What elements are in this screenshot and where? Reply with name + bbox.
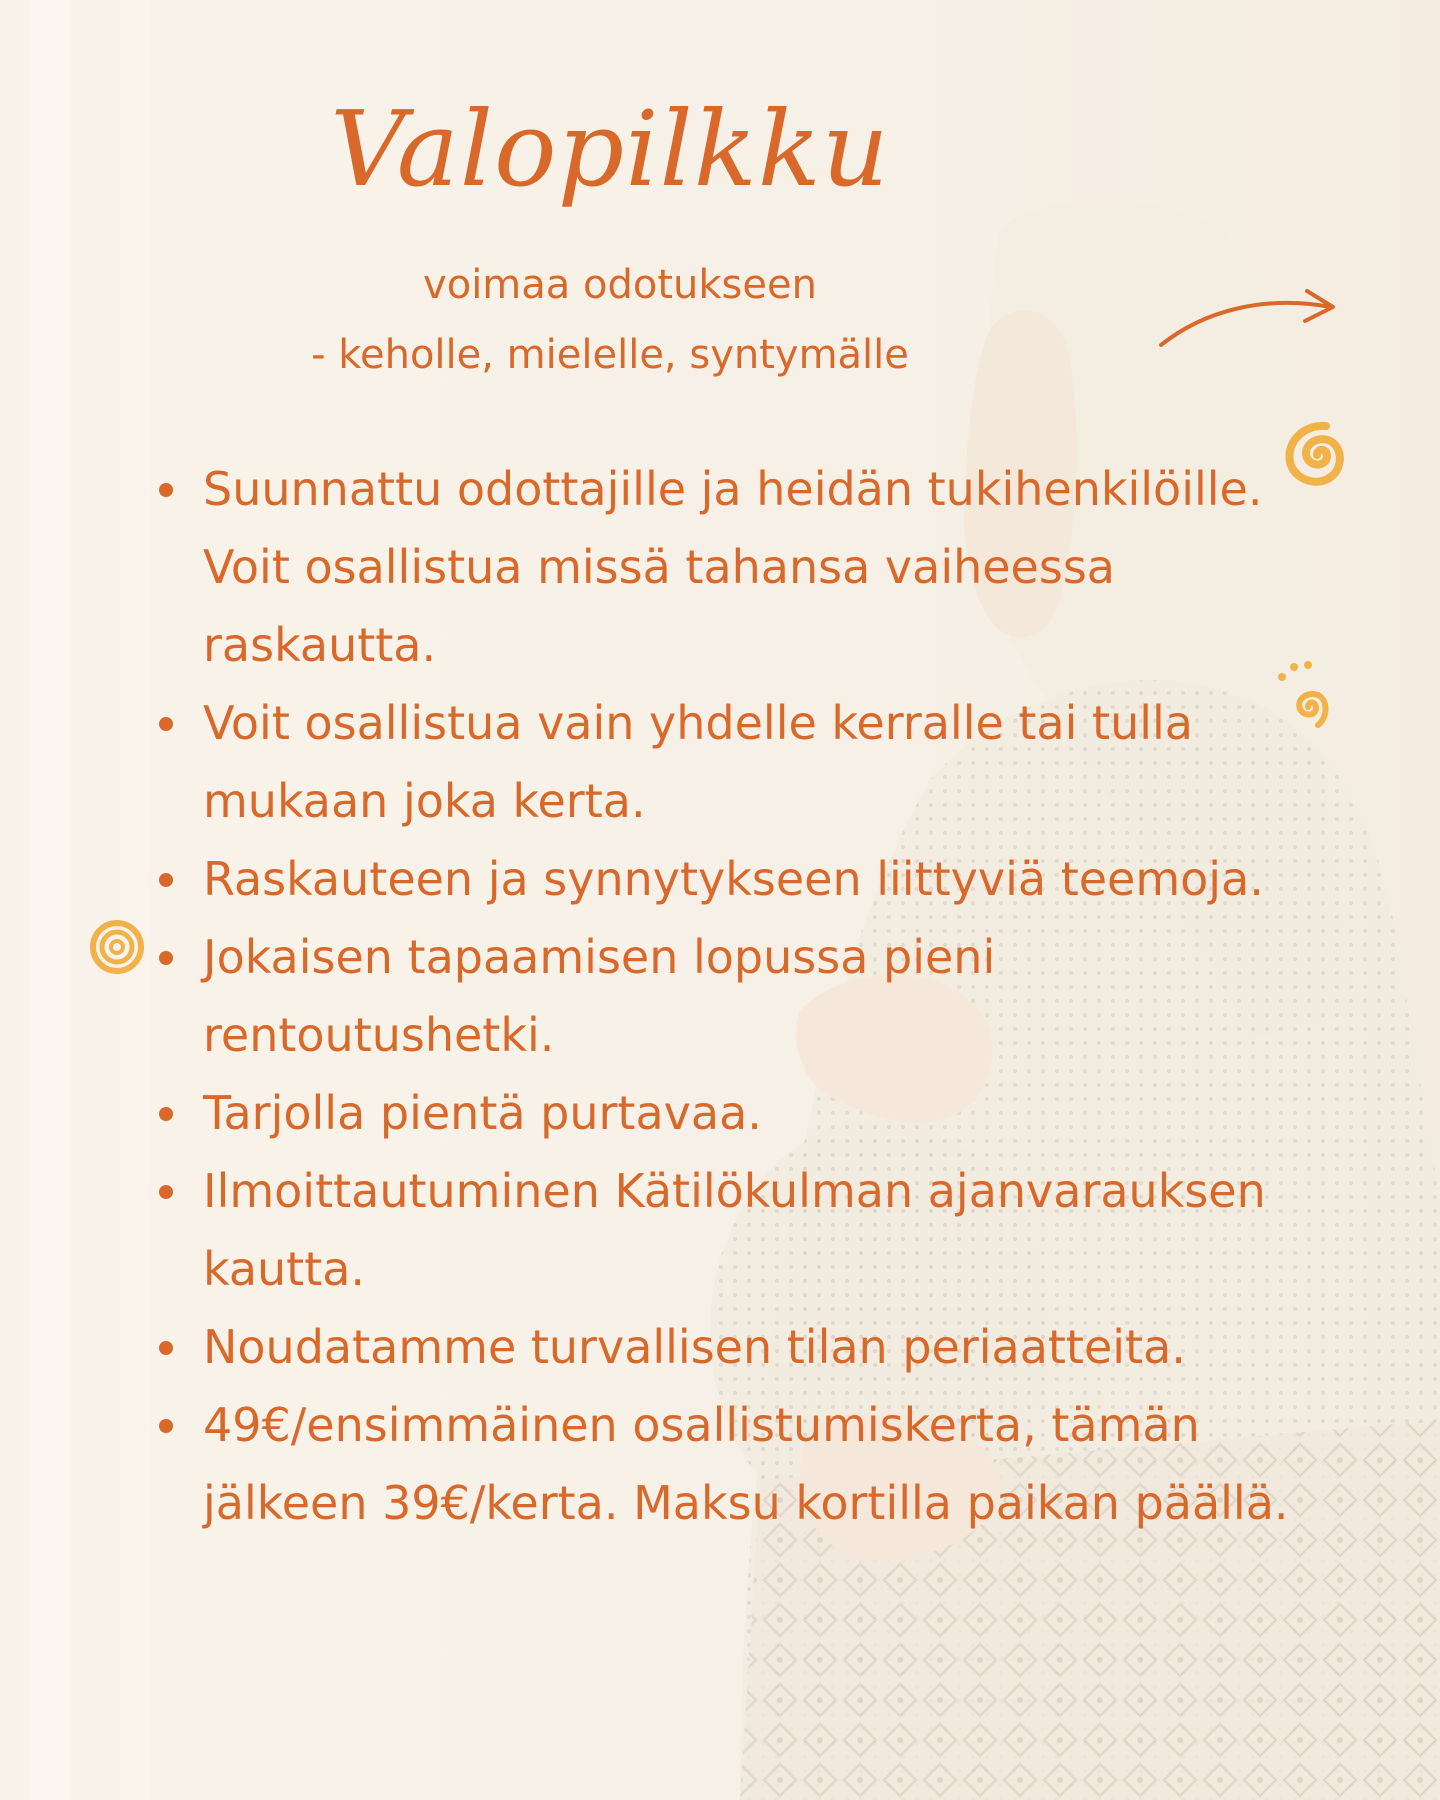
bullet-dot <box>159 1185 173 1199</box>
list-item-text: 49€/ensimmäinen osallistumiskerta, tämän jälkeen 39€/kerta. Maksu kortilla paikan päällä. <box>203 1398 1289 1530</box>
list-item-text: Suunnattu odottajille ja heidän tukihenkilöille. Voit osallistua missä tahansa vaiheessa raskautta. <box>203 462 1263 672</box>
bullet-dot <box>159 1341 173 1355</box>
list-item <box>155 1308 1315 1386</box>
list-item-text: Ilmoittautuminen Kätilökulman ajanvarauksen kautta. <box>203 1164 1266 1296</box>
spiral-icon <box>88 918 146 976</box>
bullet-dot <box>159 717 173 731</box>
subtitle-line-1: voimaa odotukseen <box>423 262 817 308</box>
list-item <box>155 684 1315 840</box>
list-item-text: Voit osallistua vain yhdelle kerralle tai tulla mukaan joka kerta. <box>203 696 1193 828</box>
list-item <box>155 450 1315 684</box>
info-list <box>155 450 1315 1542</box>
bullet-dot <box>159 873 173 887</box>
list-item <box>155 1074 1315 1152</box>
bullet-dot <box>159 951 173 965</box>
arrow-right-icon <box>1155 285 1340 355</box>
list-item <box>155 918 1315 1074</box>
list-item <box>155 1152 1315 1308</box>
list-item-text: Jokaisen tapaamisen lopussa pieni rentoutushetki. <box>203 930 996 1062</box>
list-item-text: Tarjolla pientä purtavaa. <box>203 1086 762 1140</box>
subtitle-line-2: - keholle, mielelle, syntymälle <box>311 332 909 378</box>
bullet-dot <box>159 1419 173 1433</box>
bullet-dot <box>159 1107 173 1121</box>
title: Valopilkku <box>330 88 890 210</box>
list-item <box>155 1386 1315 1542</box>
list-item-text: Raskauteen ja synnytykseen liittyviä teemoja. <box>203 852 1264 906</box>
bullet-dot <box>159 483 173 497</box>
list-item-text: Noudatamme turvallisen tilan periaatteita. <box>203 1320 1186 1374</box>
list-item <box>155 840 1315 918</box>
